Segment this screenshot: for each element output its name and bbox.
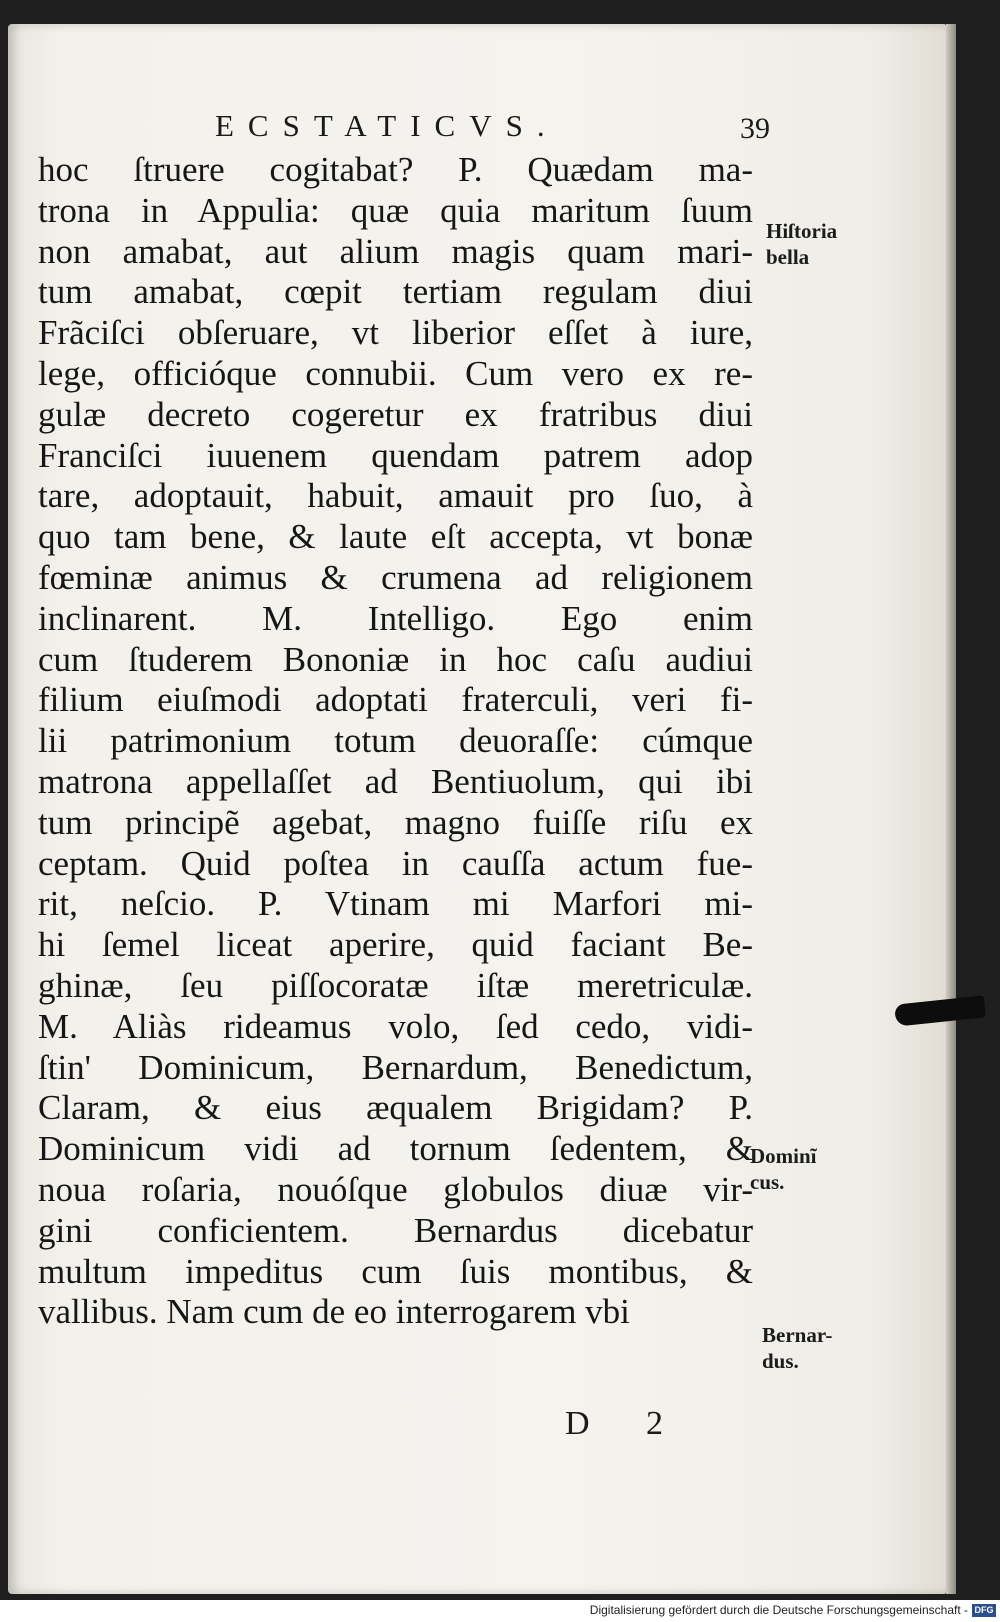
margin-note-line: Bernar-: [762, 1323, 833, 1347]
margin-note-line: Hiſtoria: [766, 219, 838, 243]
text-line: vallibus. Nam cum de eo interrogarem vbi: [38, 1292, 630, 1332]
text-line: gulæ decreto cogeretur ex fratribus diui: [38, 394, 753, 434]
running-head: ECSTATICVS.: [215, 108, 559, 143]
text-line: hi ſemel liceat aperire, quid faciant Be-: [38, 925, 753, 965]
text-line: multum impeditus cum ſuis montibus, &: [38, 1251, 753, 1291]
text-line: matrona appellaſſet ad Bentiuolum, qui ibi: [38, 761, 753, 801]
page-number: 39: [740, 112, 770, 145]
margin-note-line: bella: [766, 245, 810, 269]
text-line: tum amabat, cœpit tertiam regulam diui: [38, 272, 753, 312]
text-line: Dominicum vidi ad tornum ſedentem, &: [38, 1129, 753, 1169]
body-text: [38, 150, 753, 1333]
text-line: tum principẽ agebat, magno fuiſſe riſu ex: [38, 802, 753, 842]
funding-credit: Digitalisierung gefördert durch die Deutsche Forschungsgemeinschaft -: [589, 1603, 968, 1617]
margin-note-historia: [766, 218, 837, 270]
text-line: tare, adoptauit, habuit, amauit pro ſuo, à: [38, 476, 753, 516]
text-line: Franciſci iuuenem quendam patrem adop: [38, 435, 753, 475]
text-line: hoc ſtruere cogitabat? P. Quædam ma-: [38, 150, 753, 189]
margin-note-bernardus: [762, 1322, 832, 1374]
footer-bar: [0, 1600, 1000, 1622]
text-line: gini conficientem. Bernardus dicebatur: [38, 1210, 753, 1250]
text-line: trona in Appulia: quæ quia maritum ſuum: [38, 190, 753, 230]
text-line: fœminæ animus & crumena ad religionem: [38, 557, 753, 597]
text-line: M. Aliàs rideamus volo, ſed cedo, vidi-: [38, 1006, 753, 1046]
text-line: Frãciſci obſeruare, vt liberior eſſet à iure,: [38, 313, 753, 353]
margin-note-line: Dominĩ: [750, 1144, 817, 1168]
text-line: inclinarent. M. Intelligo. Ego enim: [38, 598, 753, 638]
text-line: cum ſtuderem Bononiæ in hoc caſu audiui: [38, 639, 753, 679]
page-edge: [946, 24, 956, 1594]
text-line: lii patrimonium totum deuoraſſe: cúmque: [38, 721, 753, 761]
text-line: lege, officióque connubii. Cum vero ex re-: [38, 353, 753, 393]
text-line: Claram, & eius æqualem Brigidam? P.: [38, 1088, 753, 1128]
text-line: filium eiuſmodi adoptati fraterculi, veri fi-: [38, 680, 753, 720]
text-line: rit, neſcio. P. Vtinam mi Marfori mi-: [38, 884, 753, 924]
dfg-logo-icon: DFG: [972, 1604, 996, 1617]
text-line: noua roſaria, nouóſque globulos diuæ vir-: [38, 1169, 753, 1209]
text-line: ſtin' Dominicum, Bernardum, Benedictum,: [38, 1047, 753, 1087]
signature-mark: D 2: [565, 1405, 688, 1442]
text-line: non amabat, aut alium magis quam mari-: [38, 231, 753, 271]
margin-note-line: cus.: [750, 1170, 785, 1194]
text-line: ghinæ, ſeu piſſocoratæ iſtæ meretriculæ.: [38, 965, 753, 1005]
text-line: ceptam. Quid poſtea in cauſſa actum fue-: [38, 843, 753, 883]
text-line: quo tam bene, & laute eſt accepta, vt bonæ: [38, 517, 753, 557]
margin-note-line: dus.: [762, 1349, 799, 1373]
margin-note-dominicus: [750, 1143, 817, 1195]
